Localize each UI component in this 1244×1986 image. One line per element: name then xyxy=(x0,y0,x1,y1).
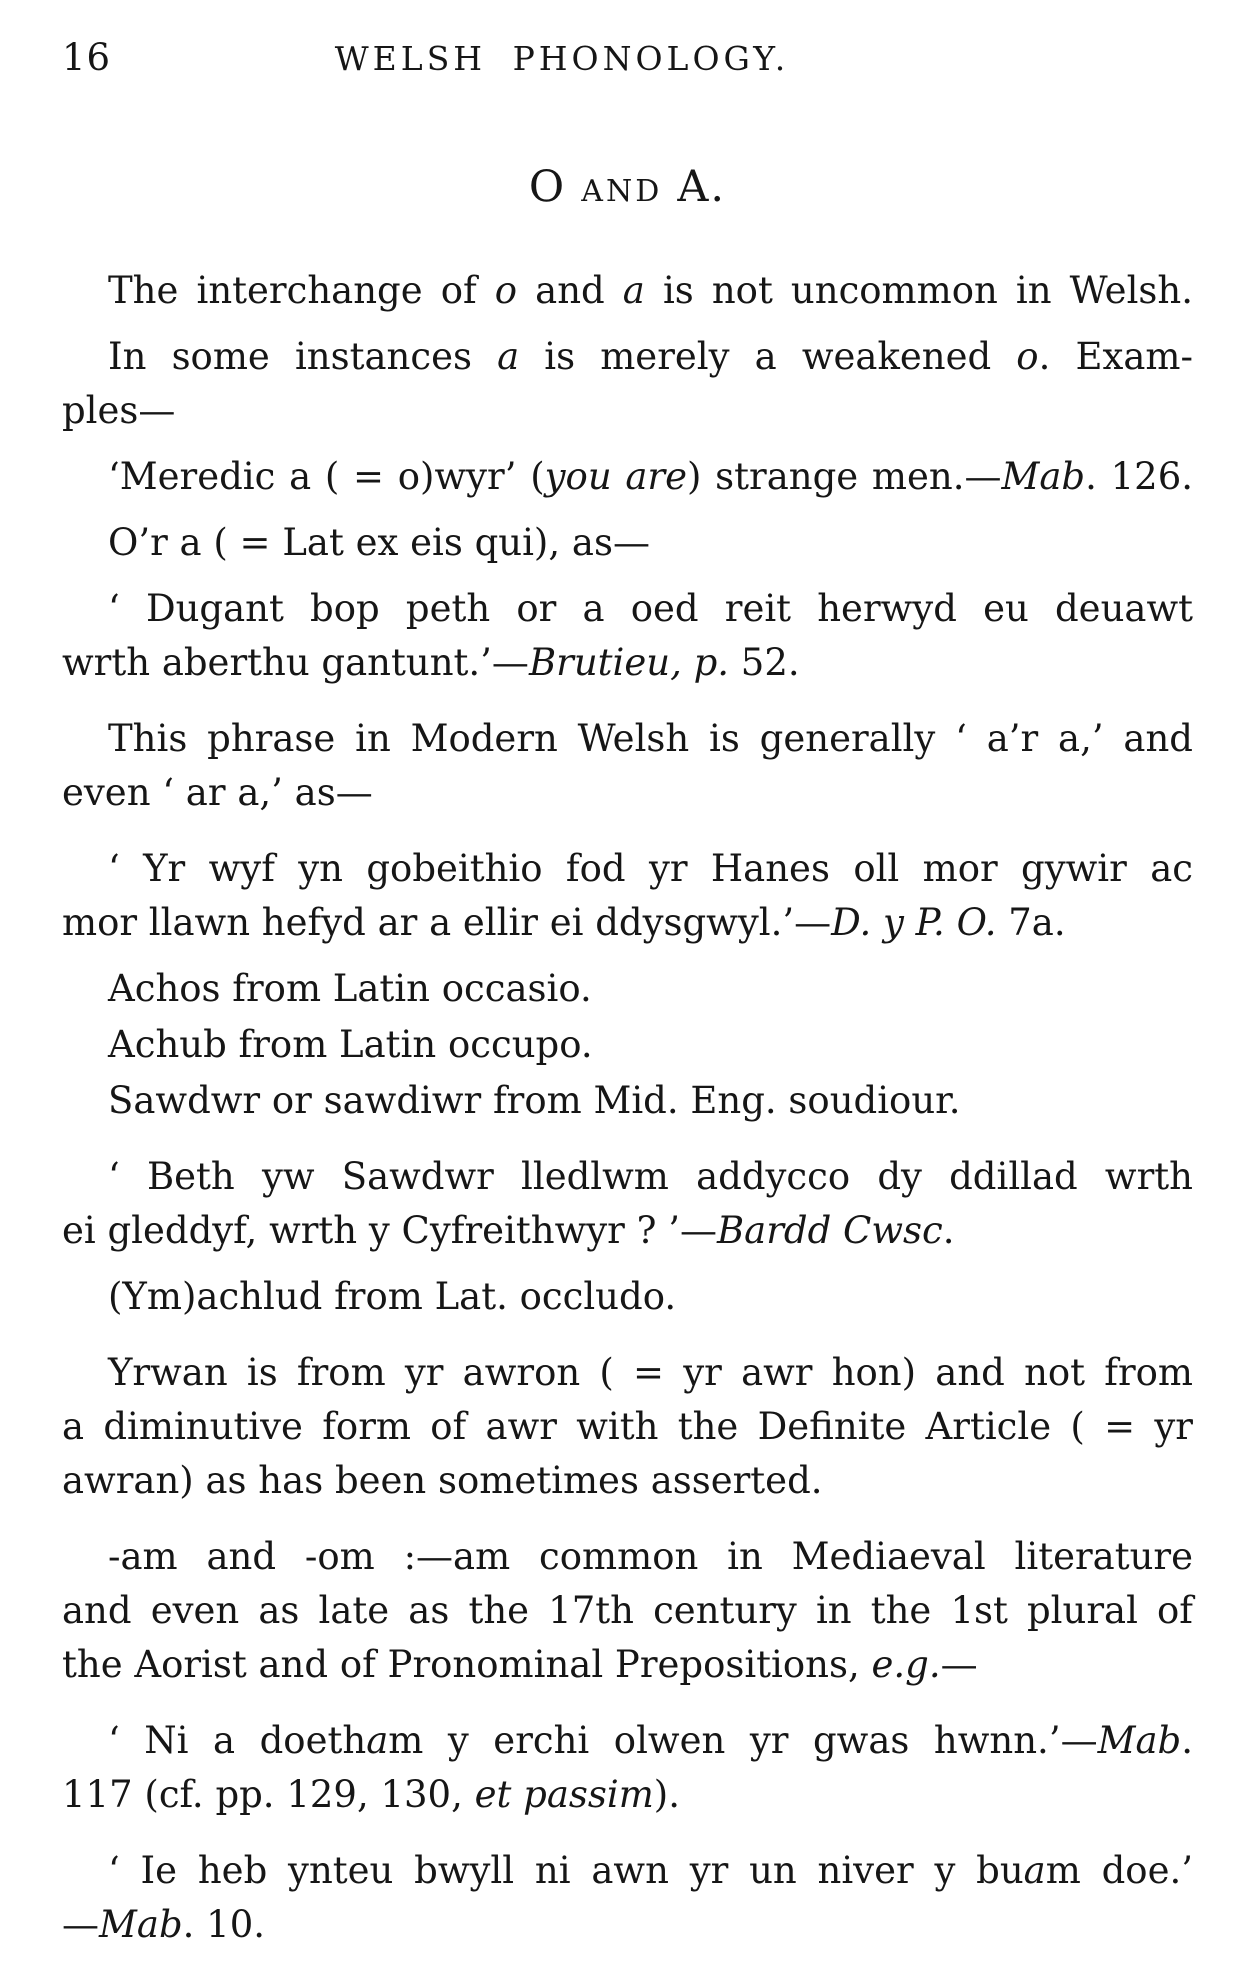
text-segment: Sawdwr or sawdiwr from Mid. Eng. soudiour. xyxy=(108,1079,961,1122)
text-line xyxy=(62,1346,1193,1400)
text-segment: a diminutive form of awr with the Definite Article ( = yr xyxy=(62,1405,1193,1448)
italic-segment: Mab xyxy=(99,1903,183,1946)
section-heading-and: AND xyxy=(581,174,663,209)
text-segment: ). xyxy=(653,1773,680,1816)
paragraph xyxy=(62,330,1193,438)
text-segment: Achub from Latin occupo. xyxy=(108,1023,593,1066)
text-segment: . 126. xyxy=(1085,455,1193,498)
paragraph xyxy=(62,1844,1193,1952)
text-segment: 52. xyxy=(729,641,800,684)
italic-segment: Mab xyxy=(1097,1719,1182,1762)
text-segment: and even as late as the 17th century in the 1st plural of xyxy=(62,1589,1193,1632)
text-segment: — xyxy=(62,1903,99,1946)
running-title: WELSH PHONOLOGY. xyxy=(334,39,790,78)
paragraph xyxy=(62,516,1193,570)
text-segment: the Aorist and of Pronominal Prepositions, xyxy=(62,1643,872,1686)
text-line xyxy=(62,582,1193,636)
text-segment: 7a. xyxy=(996,901,1066,944)
italic-segment: e.g. xyxy=(871,1643,941,1686)
running-title-wrap xyxy=(111,39,1193,78)
paragraph xyxy=(62,1714,1193,1822)
text-segment: ‘ Beth yw Sawdwr lledlwm addycco dy ddillad wrth xyxy=(108,1155,1193,1198)
italic-segment: a xyxy=(497,335,520,378)
text-segment: ‘Meredic a ( = o)wyr’ ( xyxy=(108,455,545,498)
section-heading-letter-o: O xyxy=(528,162,567,212)
italic-segment: you are xyxy=(544,455,688,498)
section-heading xyxy=(62,162,1193,212)
text-segment: wrth aberthu gantunt.’— xyxy=(62,641,529,684)
text-segment: is not uncommon in Welsh. xyxy=(644,269,1193,312)
text-line xyxy=(62,264,1193,318)
text-line xyxy=(62,1074,1193,1128)
text-segment: -am and -om :—am common in Mediaeval literature xyxy=(108,1535,1193,1578)
italic-segment: a xyxy=(1023,1849,1046,1892)
paragraph xyxy=(62,1530,1193,1692)
paragraph xyxy=(62,1346,1193,1508)
paragraph xyxy=(62,450,1193,504)
paragraph xyxy=(62,712,1193,820)
text-segment: ‘ Ni a doeth xyxy=(108,1719,367,1762)
text-line xyxy=(62,1584,1193,1638)
text-segment: (Ym)achlud from Lat. occludo. xyxy=(108,1275,677,1318)
text-segment: even ‘ ar a,’ as— xyxy=(62,771,373,814)
text-segment: Achos from Latin occasio. xyxy=(108,967,592,1010)
text-segment: and xyxy=(517,269,623,312)
text-segment: — xyxy=(940,1643,978,1686)
text-line xyxy=(62,1768,1193,1822)
text-line xyxy=(62,1270,1193,1324)
text-segment: In some instances xyxy=(108,335,498,378)
text-segment: ples— xyxy=(62,389,176,432)
text-line xyxy=(62,1204,1193,1258)
paragraph xyxy=(62,1270,1193,1324)
text-segment: ‘ Dugant bop peth or a oed reit herwyd eu deuawt xyxy=(108,587,1193,630)
text-line xyxy=(62,1150,1193,1204)
paragraph xyxy=(62,1150,1193,1258)
italic-segment: a xyxy=(366,1719,389,1762)
text-segment: O’r a ( = Lat ex eis qui), as— xyxy=(108,521,650,564)
text-line xyxy=(62,330,1193,384)
paragraph xyxy=(62,1018,1193,1072)
text-segment: ‘ Ie heb ynteu bwyll ni awn yr un niver y bu xyxy=(108,1849,1024,1892)
italic-segment: Brutieu, p. xyxy=(528,641,730,684)
text-segment: . xyxy=(942,1209,955,1252)
text-line xyxy=(62,1638,1193,1692)
text-line xyxy=(62,1898,1193,1952)
text-segment: mor llawn hefyd ar a ellir ei ddysgwyl.’— xyxy=(62,901,832,944)
italic-segment: o xyxy=(1016,335,1039,378)
text-segment: 117 (cf. pp. 129, 130, xyxy=(62,1773,475,1816)
text-line xyxy=(62,962,1193,1016)
text-line xyxy=(62,1454,1193,1508)
text-line xyxy=(62,712,1193,766)
page-header xyxy=(62,36,1193,84)
text-line xyxy=(62,1530,1193,1584)
text-line xyxy=(62,450,1193,504)
text-segment: m y erchi olwen yr gwas hwnn.’— xyxy=(388,1719,1098,1762)
text-segment: m doe.’ xyxy=(1045,1849,1193,1892)
text-line xyxy=(62,1018,1193,1072)
paragraph xyxy=(62,582,1193,690)
italic-segment: D. y P. O. xyxy=(831,901,997,944)
text-line xyxy=(62,636,1193,690)
text-line xyxy=(62,766,1193,820)
text-line xyxy=(62,516,1193,570)
paragraph xyxy=(62,842,1193,950)
text-segment: ei gleddyf, wrth y Cyfreithwyr ? ’— xyxy=(62,1209,717,1252)
text-line xyxy=(62,1844,1193,1898)
text-segment: ) strange men.— xyxy=(687,455,1002,498)
text-line xyxy=(62,1400,1193,1454)
page-number: 16 xyxy=(62,36,112,79)
text-line xyxy=(62,384,1193,438)
text-segment: The interchange of xyxy=(108,269,495,312)
italic-segment: o xyxy=(494,269,518,312)
text-segment: This phrase in Modern Welsh is generally ‘ a’r a,’ and xyxy=(108,717,1193,760)
text-line xyxy=(62,896,1193,950)
text-segment: . Exam- xyxy=(1038,335,1193,378)
italic-segment: Mab xyxy=(1001,455,1086,498)
italic-segment: Bardd Cwsc xyxy=(716,1209,943,1252)
text-segment: Yrwan is from yr awron ( = yr awr hon) and not from xyxy=(108,1351,1193,1394)
text-block xyxy=(62,264,1193,1952)
italic-segment: et passim xyxy=(474,1773,654,1816)
text-line xyxy=(62,842,1193,896)
text-segment: . xyxy=(1181,1719,1193,1762)
text-segment: is merely a weakened xyxy=(519,335,1017,378)
text-segment: awran) as has been sometimes asserted. xyxy=(62,1459,823,1502)
section-heading-letter-a: A. xyxy=(677,162,727,212)
text-segment: . 10. xyxy=(182,1903,266,1946)
italic-segment: a xyxy=(622,269,645,312)
paragraph xyxy=(62,1074,1193,1128)
text-segment: ‘ Yr wyf yn gobeithio fod yr Hanes oll mor gywir ac xyxy=(108,847,1193,890)
text-line xyxy=(62,1714,1193,1768)
paragraph xyxy=(62,962,1193,1016)
paragraph xyxy=(62,264,1193,318)
